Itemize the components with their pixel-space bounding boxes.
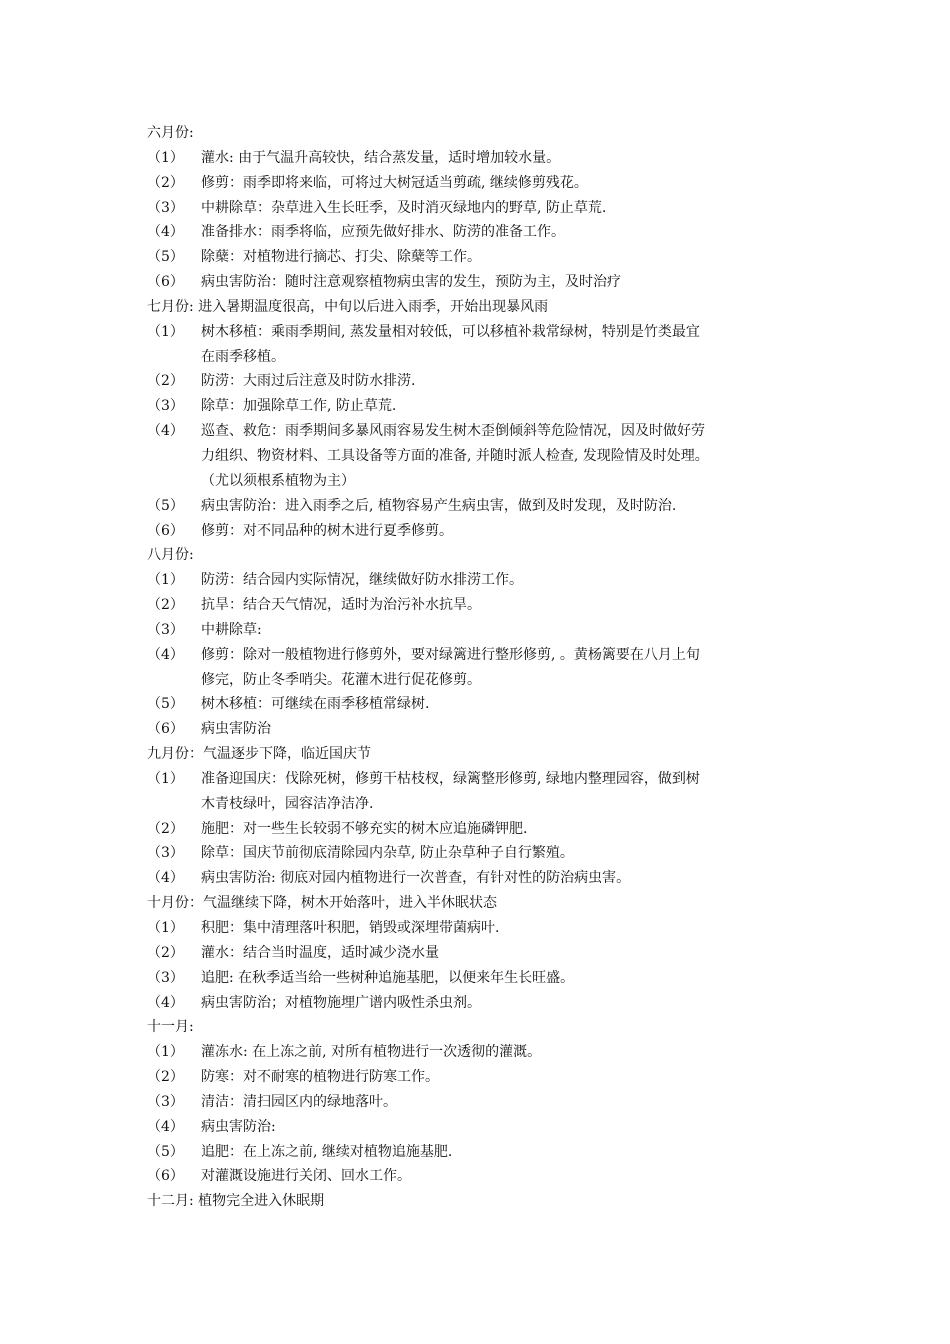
list-item (147, 941, 815, 966)
list-item (147, 1065, 815, 1090)
list-item (147, 916, 815, 941)
item-number: （4） (147, 423, 184, 440)
item-number: （1） (147, 149, 184, 166)
item-text (201, 568, 815, 593)
document-body (147, 121, 815, 1214)
item-text (201, 916, 815, 941)
item-text-line: 病虫害防治: 彻底对园内植物进行一次普查，有针对性的防治病虫害。 (201, 870, 631, 887)
item-number: （4） (147, 1118, 184, 1135)
item-number: （1） (147, 920, 184, 936)
item-number: （4） (147, 870, 184, 887)
section-heading: 八月份: (147, 547, 194, 564)
list-item (147, 717, 815, 742)
item-text (201, 369, 815, 394)
item-text-line: 病虫害防治 (201, 721, 271, 738)
item-number: （5） (147, 497, 184, 514)
item-text-line: 修剪：除对一般植物进行修剪外，要对绿篱进行整形修剪, 。黄杨篱要在八月上旬 (201, 646, 700, 663)
item-text (201, 866, 815, 891)
list-item (147, 767, 815, 817)
item-text (201, 618, 815, 643)
item-text (201, 419, 815, 494)
section-heading: 十二月: 植物完全进入休眠期 (147, 1193, 325, 1210)
item-number: （3） (147, 398, 184, 415)
item-number: （6） (147, 721, 184, 738)
item-text (201, 991, 815, 1016)
item-text-line: 灌冻水: 在上冻之前, 对所有植物进行一次透彻的灌溉。 (201, 1044, 542, 1061)
item-text (201, 692, 815, 717)
item-text (201, 519, 815, 544)
item-text-line: 抗旱：结合天气情况，适时为治污补水抗旱。 (201, 597, 481, 614)
list-item (147, 494, 815, 519)
item-number: （5） (147, 249, 184, 266)
item-number: （6） (147, 274, 184, 291)
item-text (201, 1065, 815, 1090)
list-item (147, 1090, 815, 1115)
item-text-line: 灌水：结合当时温度，适时减少浇水量 (201, 944, 439, 961)
list-item (147, 245, 815, 270)
list-item (147, 320, 815, 370)
list-item (147, 568, 815, 593)
item-text-line: 施肥：对一些生长较弱不够充实的树木应追施磷钾肥. (201, 820, 528, 837)
item-text-line: 病虫害防治：随时注意观察植物病虫害的发生，预防为主，及时治疗 (201, 274, 621, 291)
item-text-line: 准备排水：雨季将临，应预先做好排水、防涝的准备工作。 (201, 224, 565, 241)
item-text (201, 1164, 815, 1189)
item-text (201, 1115, 815, 1140)
item-text (201, 171, 815, 196)
list-item (147, 966, 815, 991)
item-text (201, 494, 815, 519)
list-item (147, 1115, 815, 1140)
item-text-line: 防寒：对不耐寒的植物进行防寒工作。 (201, 1069, 439, 1086)
item-text (201, 966, 815, 991)
item-text-line: 修剪：对不同品种的树木进行夏季修剪。 (201, 522, 453, 539)
item-number: （4） (147, 646, 184, 663)
list-item (147, 394, 815, 419)
item-text (201, 817, 815, 842)
item-text-line: 力组织、物资材料、工具设备等方面的准备, 并随时派人检查, 发现险情及时处理。 (201, 447, 709, 464)
item-number: （1） (147, 1044, 184, 1061)
list-item (147, 220, 815, 245)
item-number: （2） (147, 944, 184, 961)
item-text (201, 941, 815, 966)
item-number: （4） (147, 224, 184, 241)
item-number: （2） (147, 373, 184, 390)
list-item (147, 369, 815, 394)
item-text-line: 追肥: 在秋季适当给一些树种追施基肥，以便来年生长旺盛。 (201, 969, 575, 986)
list-item (147, 618, 815, 643)
item-text-line: 除蘖：对植物进行摘芯、打尖、除蘖等工作。 (201, 249, 481, 266)
item-number: （5） (147, 1143, 184, 1160)
item-text (201, 270, 815, 295)
item-text-line: （尤以须根系植物为主） (201, 472, 355, 489)
item-text-line: 树木移植：乘雨季期间, 蒸发量相对较低，可以移植补栽常绿树，特别是竹类最宜 (201, 323, 700, 340)
item-text-line: 除草：加强除草工作, 防止草荒. (201, 398, 397, 415)
item-number: （6） (147, 1168, 184, 1185)
list-item (147, 593, 815, 618)
item-text-line: 准备迎国庆：伐除死树，修剪干枯枝杈，绿篱整形修剪, 绿地内整理园容，做到树 (201, 770, 700, 787)
list-item (147, 1164, 815, 1189)
item-text-line: 除草：国庆节前彻底清除园内杂草, 防止杂草种子自行繁殖。 (201, 845, 574, 862)
item-text (201, 220, 815, 245)
item-text (201, 1140, 815, 1165)
item-text-line: 树木移植：可继续在雨季移植常绿树. (201, 696, 430, 713)
section-heading: 七月份: 进入暑期温度很高，中旬以后进入雨季，开始出现暴风雨 (147, 298, 549, 315)
item-number: （5） (147, 696, 184, 713)
item-number: （1） (147, 572, 184, 589)
item-text-line: 病虫害防治: (201, 1118, 276, 1135)
item-number: （3） (147, 1093, 184, 1110)
item-text-line: 积肥：集中清理落叶积肥，销毁或深埋带菌病叶. (201, 920, 500, 936)
item-number: （3） (147, 621, 184, 638)
item-number: （1） (147, 323, 184, 340)
list-item (147, 692, 815, 717)
item-text (201, 245, 815, 270)
item-number: （1） (147, 770, 184, 787)
list-item (147, 643, 815, 693)
item-text-line: 木青枝绿叶，园容洁净洁净. (201, 795, 374, 812)
item-text-line: 中耕除草: (201, 621, 262, 638)
item-text (201, 1090, 815, 1115)
list-item (147, 519, 815, 544)
item-text-line: 对灌溉设施进行关闭、回水工作。 (201, 1168, 411, 1185)
list-item (147, 270, 815, 295)
item-number: （2） (147, 820, 184, 837)
list-item (147, 1040, 815, 1065)
section-heading: 六月份: (147, 125, 194, 141)
item-text (201, 320, 815, 370)
item-number: （3） (147, 969, 184, 986)
list-item (147, 991, 815, 1016)
list-item (147, 1140, 815, 1165)
item-number: （4） (147, 994, 184, 1011)
section-heading: 十月份：气温继续下降，树木开始落叶，进入半休眠状态 (147, 895, 497, 912)
item-number: （2） (147, 597, 184, 614)
item-number: （6） (147, 522, 184, 539)
item-text-line: 灌水: 由于气温升高较快，结合蒸发量，适时增加较水量。 (201, 149, 561, 166)
item-text-line: 病虫害防治；对植物施埋广谱内吸性杀虫剂。 (201, 994, 481, 1011)
item-text-line: 中耕除草：杂草进入生长旺季，及时消灭绿地内的野草, 防止草荒. (201, 199, 607, 216)
item-text (201, 841, 815, 866)
section-heading: 九月份：气温逐步下降，临近国庆节 (147, 746, 371, 763)
list-item (147, 146, 815, 171)
section-heading: 十一月: (147, 1019, 194, 1036)
item-text (201, 767, 815, 817)
item-text (201, 1040, 815, 1065)
list-item (147, 866, 815, 891)
item-text (201, 593, 815, 618)
item-text-line: 防涝：大雨过后注意及时防水排涝. (201, 373, 416, 390)
item-text-line: 病虫害防治：进入雨季之后, 植物容易产生病虫害，做到及时发现，及时防治. (201, 497, 677, 514)
item-text (201, 146, 815, 171)
list-item (147, 171, 815, 196)
list-item (147, 817, 815, 842)
item-text-line: 修完，防止冬季哨尖。花灌木进行促花修剪。 (201, 671, 481, 688)
item-text-line: 追肥：在上冻之前, 继续对植物追施基肥. (201, 1143, 453, 1160)
list-item (147, 196, 815, 221)
item-text (201, 643, 815, 693)
item-number: （3） (147, 845, 184, 862)
list-item (147, 419, 815, 494)
item-text (201, 717, 815, 742)
item-text (201, 394, 815, 419)
item-text-line: 在雨季移植。 (201, 348, 285, 365)
item-text-line: 巡查、救危：雨季期间多暴风雨容易发生树木歪倒倾斜等危险情况，因及时做好劳 (201, 423, 705, 440)
item-text (201, 196, 815, 221)
item-number: （3） (147, 199, 184, 216)
item-text-line: 修剪：雨季即将来临，可将过大树冠适当剪疏, 继续修剪残花。 (201, 174, 588, 191)
item-number: （2） (147, 174, 184, 191)
item-text-line: 清洁：清扫园区内的绿地落叶。 (201, 1093, 397, 1110)
item-number: （2） (147, 1069, 184, 1086)
list-item (147, 841, 815, 866)
item-text-line: 防涝：结合园内实际情况，继续做好防水排涝工作。 (201, 572, 523, 589)
